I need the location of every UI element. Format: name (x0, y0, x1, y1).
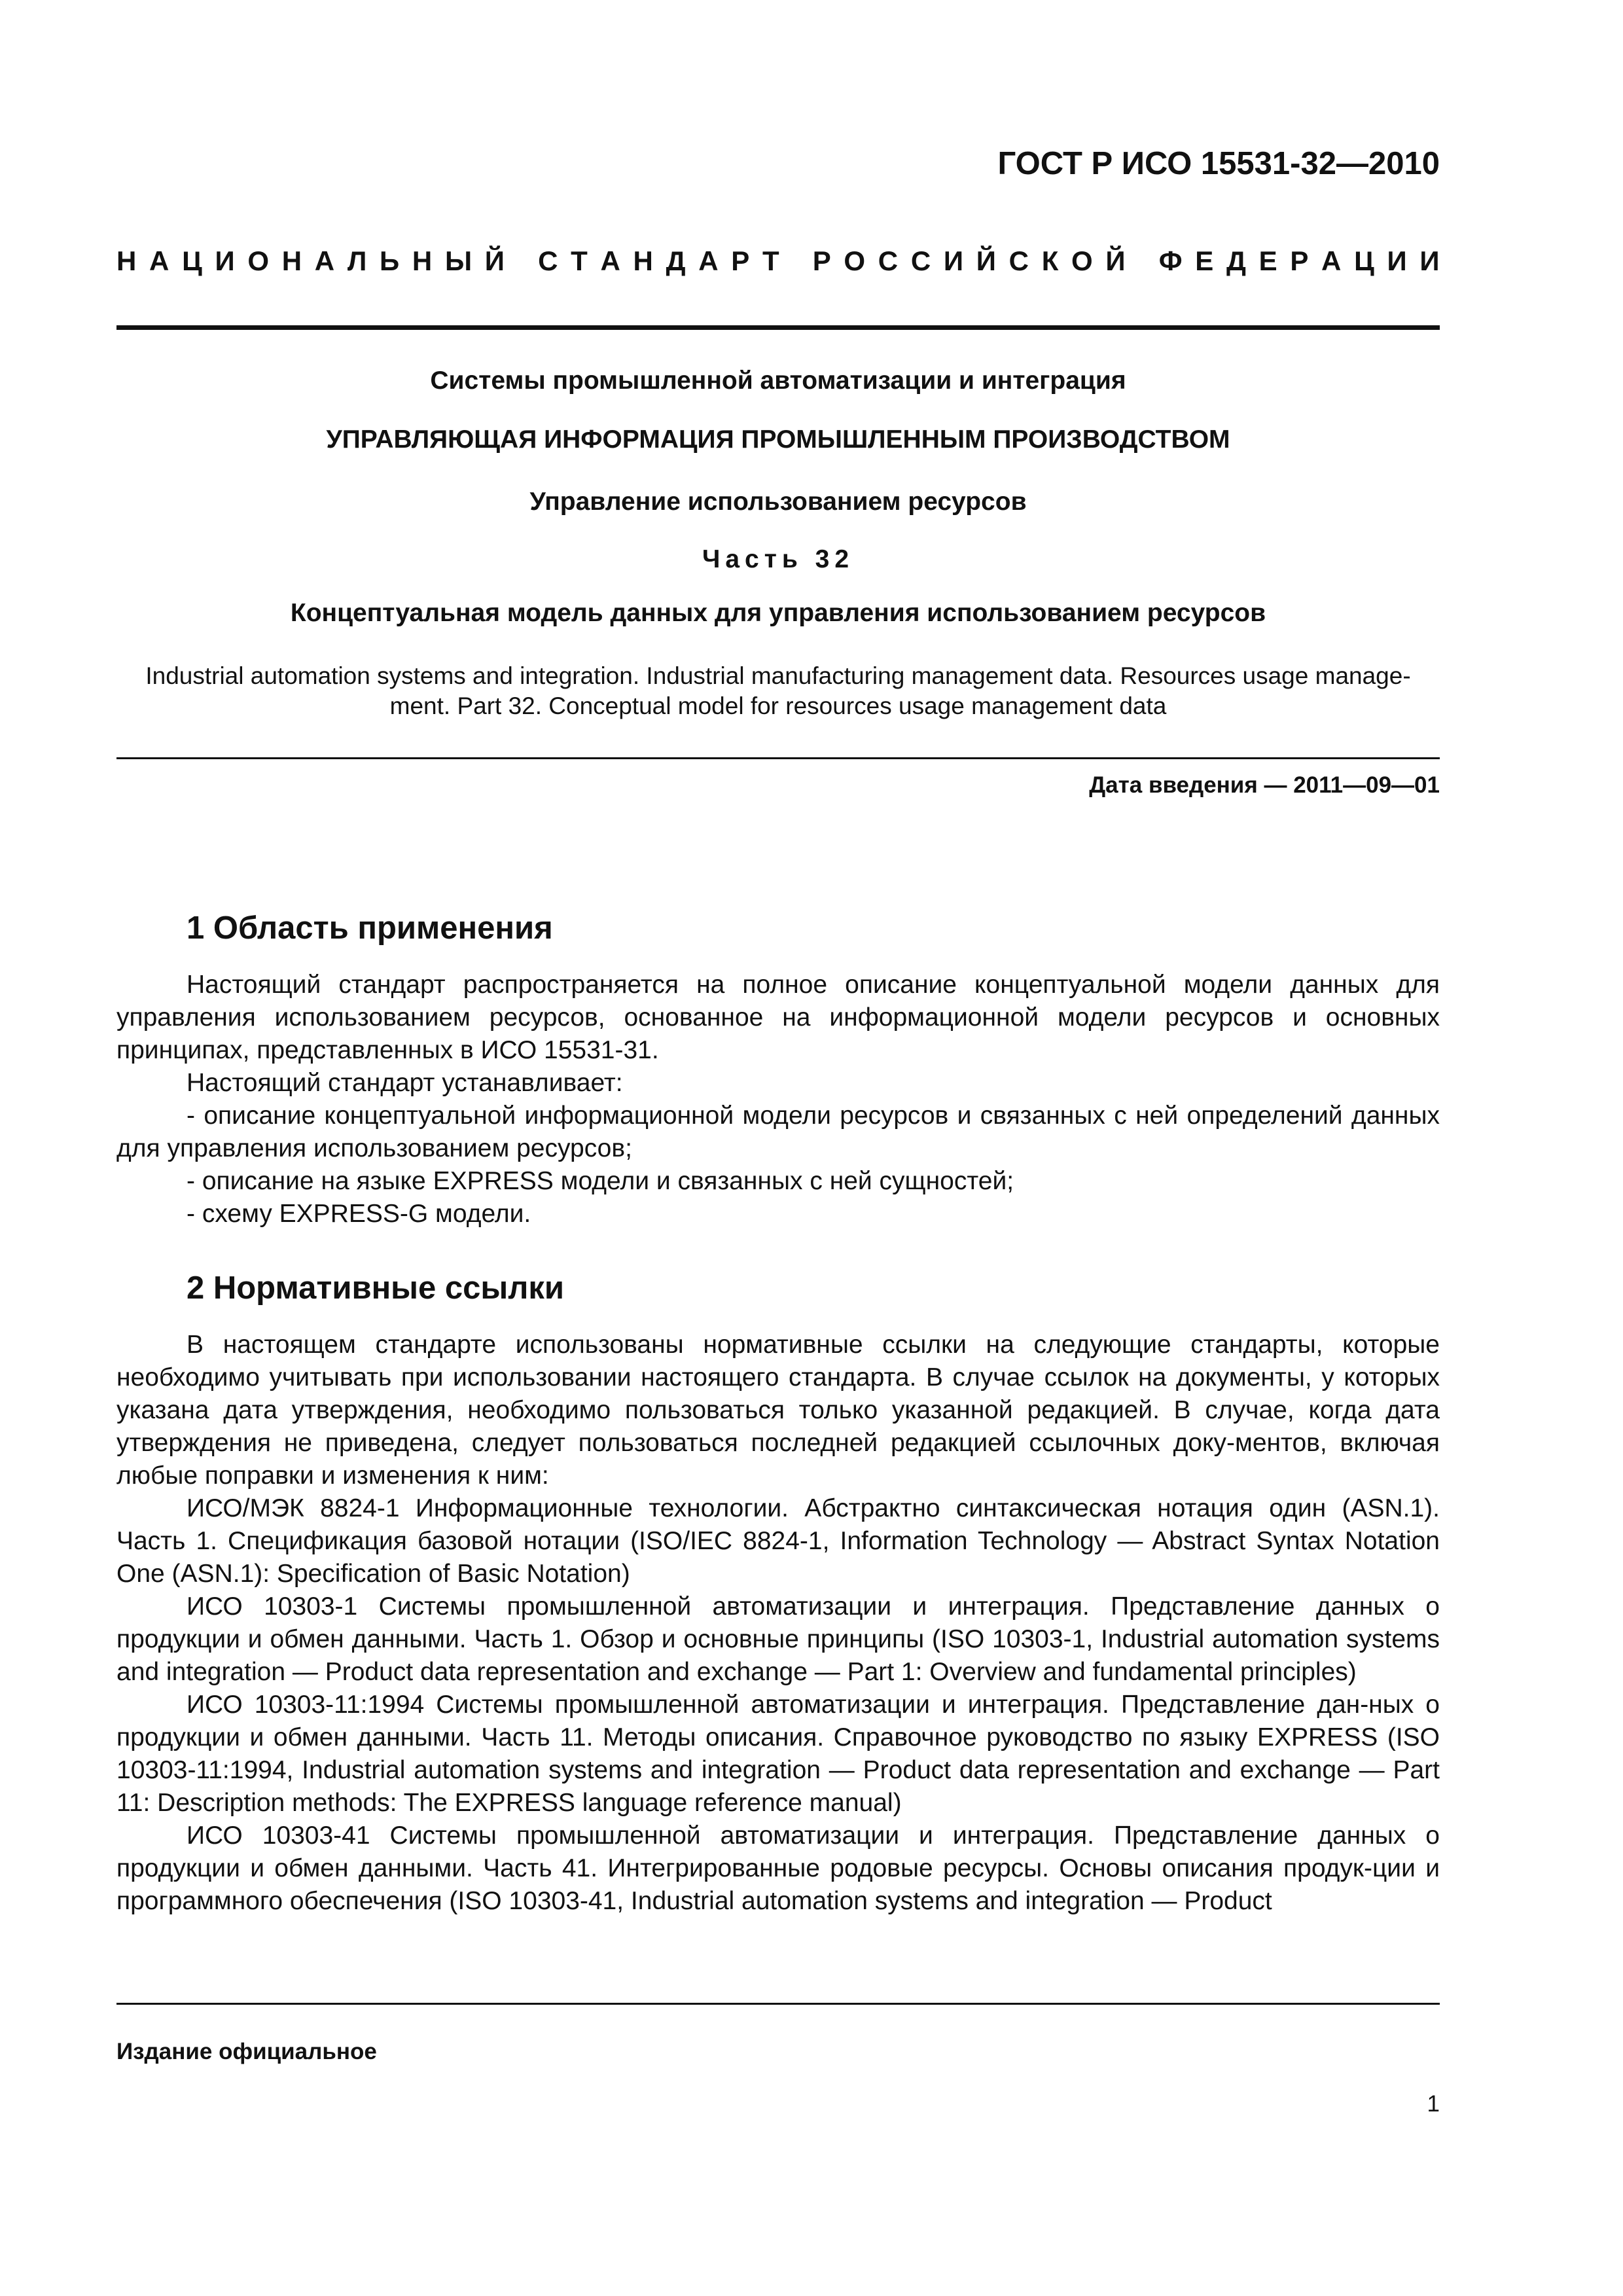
title-line-4: Часть 32 (702, 545, 855, 573)
heading-letter: Н (281, 245, 302, 276)
section-1-paragraph: Настоящий стандарт устанавливает: (187, 1069, 623, 1097)
section-1-paragraph: - схему EXPRESS-G модели. (187, 1200, 531, 1228)
heading-letter: А (314, 245, 335, 276)
heading-letter: С (1008, 245, 1029, 276)
heading-letter: Р (1290, 245, 1309, 276)
heading-letter: Н (633, 245, 653, 276)
heading-letter: О (844, 245, 866, 276)
heading-letter: Ц (1354, 245, 1374, 276)
section-1-body (116, 969, 1440, 1230)
section-2-paragraph: ИСО/МЭК 8824-1 Информационные технологии. Абстрактно синтаксическая нотация один (ASN.1). Часть 1. Спецификация базовой нотации (ISO/IEC 8824-1, Information Technology — Abstract Syntax Notation One (ASN.1): Specification of Basic Notation) (116, 1494, 1440, 1588)
section-2-paragraph: В настоящем стандарте использованы нормативные ссылки на следующие стандарты, которые необходимо учитывать при использовании настоящего стандарта. В случае ссылок на документы, у которых указана дата утверждения, необходимо пользоваться только указанной редакцией. В случае, когда дата утверждения не приведена, следует пользоваться последней редакцией ссылочных доку-ментов, включая любые поправки и изменения к ним: (116, 1331, 1440, 1490)
heading-letter: Н (412, 245, 433, 276)
heading-letter: Т (571, 245, 588, 276)
heading-letter: И (215, 245, 235, 276)
heading-gap (1138, 245, 1146, 277)
heading-letter: С (878, 245, 899, 276)
section-1-title: 1 Область применения (187, 910, 553, 946)
heading-letter: Й (1105, 245, 1126, 276)
section-2-paragraph: ИСО 10303-1 Системы промышленной автоматизации и интеграция. Представление данных о продукции и обмен данными. Часть 1. Обзор и основные принципы (ISO 10303-1, Industrial automation systems and integration — Product data representation and exchange — Part 1: Overview and fundamental principles) (116, 1592, 1440, 1686)
section-1-paragraph: Настоящий стандарт распространяется на полное описание концептуальной модели данных для управления использованием ресурсов, основанное на информационной модели ресурсов и основных принципах, представленных в ИСО 15531-31. (116, 971, 1440, 1064)
heading-letter: Р (731, 245, 750, 276)
section-2-title: 2 Нормативные ссылки (187, 1270, 564, 1306)
footer-rule (116, 2003, 1440, 2005)
title-bottom-rule (116, 757, 1440, 759)
heading-letter: Р (812, 245, 831, 276)
heading-letter: Ц (182, 245, 202, 276)
heading-letter: Л (347, 245, 367, 276)
heading-letter: Ь (380, 245, 400, 276)
heading-letter: Е (1195, 245, 1214, 276)
heading-letter: А (149, 245, 169, 276)
edition-label: Издание официальное (116, 2039, 377, 2064)
section-1-paragraph: - описание концептуальной информационной модели ресурсов и связанных с ней определений данных для управления использованием ресурсов; (116, 1102, 1440, 1162)
title-line-1: Системы промышленной автоматизации и интеграция (430, 367, 1126, 395)
heading-letter: Н (116, 245, 137, 276)
heading-letter: О (1071, 245, 1093, 276)
heading-letter: Ы (444, 245, 473, 276)
title-line-2: УПРАВЛЯЮЩАЯ ИНФОРМАЦИЯ ПРОМЫШЛЕННЫМ ПРОИЗВОДСТВОМ (326, 425, 1230, 454)
section-1-paragraph: - описание на языке EXPRESS модели и связанных с ней сущностей; (187, 1167, 1014, 1195)
english-title: Industrial automation systems and integration. Industrial manufacturing management data. Resources usage manage-ment. Part 32. Conceptual model for resources usage management data (145, 662, 1411, 719)
introduction-date: Дата введения — 2011—09—01 (1089, 772, 1440, 798)
heading-letter: Д (1226, 245, 1246, 276)
section-2-body (116, 1329, 1440, 1918)
section-2-paragraph: ИСО 10303-11:1994 Системы промышленной автоматизации и интеграция. Представление дан-ных о продукции и обмен данными. Часть 11. Методы описания. Справочное руководство по языку EXPRESS (ISO 10303-11:1994, Industrial automation systems and integration — Product data representation and exchange — Part 11: Description methods: The EXPRESS language reference manual) (116, 1691, 1440, 1817)
section-2-paragraph: ИСО 10303-41 Системы промышленной автоматизации и интеграция. Представление данных о продукции и обмен данными. Часть 41. Интегрированные родовые ресурсы. Основы описания продук-ции и программного обеспечения (ISO 10303-41, Industrial automation systems and integration — Product (116, 1821, 1440, 1915)
heading-letter: Д (666, 245, 686, 276)
title-line-5: Концептуальная модель данных для управления использованием ресурсов (290, 599, 1266, 627)
heading-letter: К (1041, 245, 1059, 276)
heading-letter: А (698, 245, 719, 276)
heading-letter: А (1321, 245, 1342, 276)
heading-letter: И (1387, 245, 1407, 276)
heading-letter: Е (1258, 245, 1277, 276)
heading-letter: О (247, 245, 270, 276)
title-line-3: Управление использованием ресурсов (529, 488, 1027, 516)
heading-gap (792, 245, 800, 277)
heading-letter: Й (484, 245, 505, 276)
heading-letter: С (910, 245, 931, 276)
page-number: 1 (1427, 2091, 1440, 2117)
heading-letter: И (943, 245, 964, 276)
heading-gap (518, 245, 526, 277)
top-rule (116, 325, 1440, 330)
heading-letter: И (1419, 245, 1440, 276)
standard-code: ГОСТ Р ИСО 15531-32—2010 (997, 146, 1440, 181)
national-standard-heading (116, 245, 1440, 277)
heading-letter: Й (976, 245, 996, 276)
heading-letter: Т (762, 245, 779, 276)
heading-letter: Ф (1158, 245, 1183, 276)
heading-letter: С (538, 245, 558, 276)
heading-letter: А (600, 245, 620, 276)
